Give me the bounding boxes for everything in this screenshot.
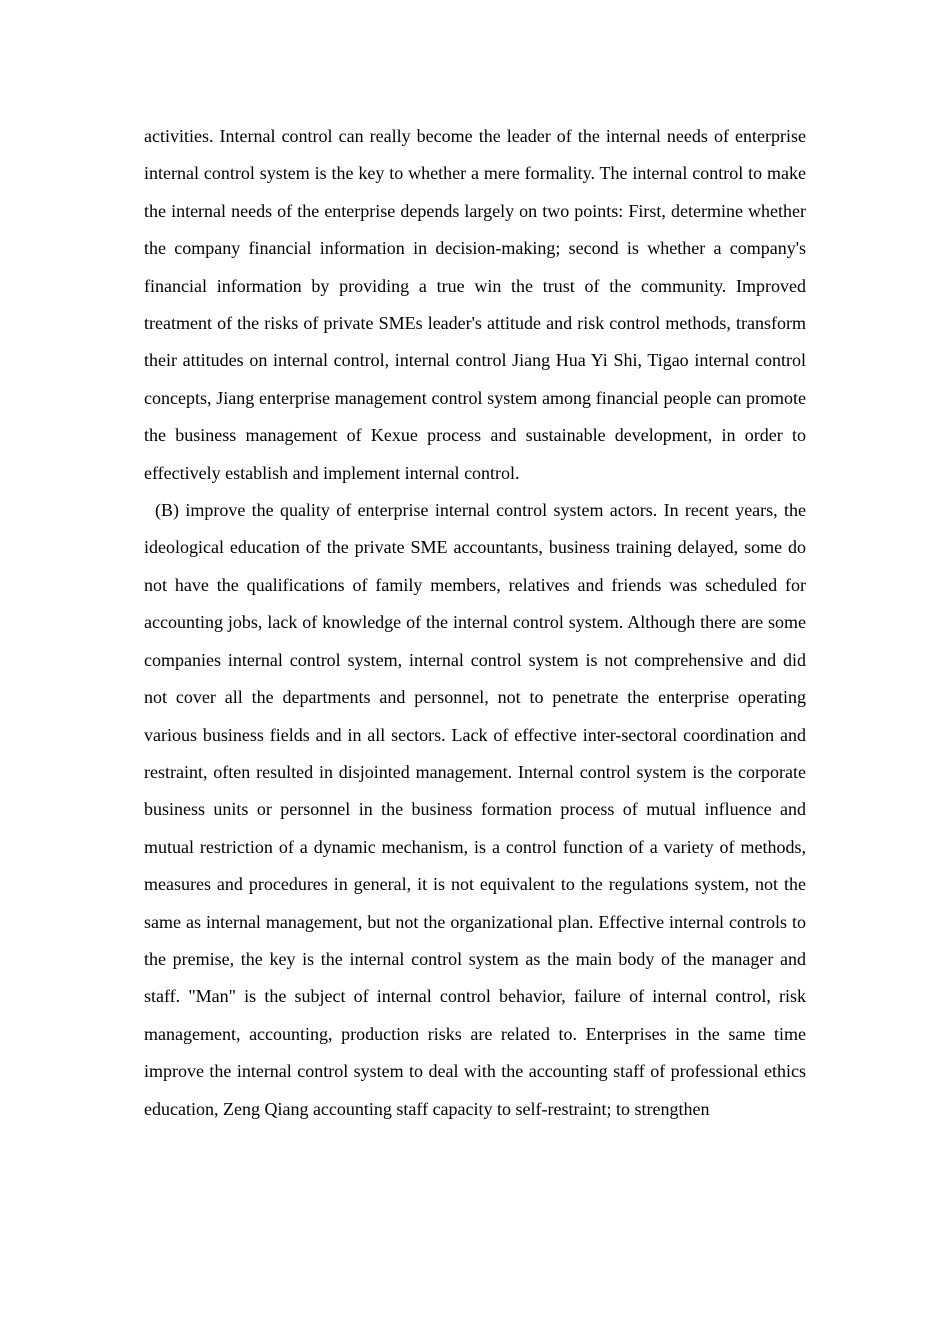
paragraph-section-b: (B) improve the quality of enterprise internal control system actors. In recent years, the ideological education of the private SME accountants, business training delayed, some do not have the qualifications of family members, relatives and friends was scheduled for accounting jobs, lack of knowledge of the internal control system. Although there are some companies internal control system, internal control system is not comprehensive and did not cover all the departments and personnel, not to penetrate the enterprise operating various business fields and in all sectors. Lack of effective inter-sectoral coordination and restraint, often resulted in disjointed management. Internal control system is the corporate business units or personnel in the business formation process of mutual influence and mutual restriction of a dynamic mechanism, is a control function of a variety of methods, measures and procedures in general, it is not equivalent to the regulations system, not the same as internal management, but not the organizational plan. Effective internal controls to the premise, the key is the internal control system as the main body of the manager and staff. "Man" is the subject of internal control behavior, failure of internal control, risk management, accounting, production risks are related to. Enterprises in the same time improve the internal control system to deal with the accounting staff of professional ethics education, Zeng Qiang accounting staff capacity to self-restraint; to strengthen	[144, 500, 806, 1119]
document-page	[144, 118, 806, 1128]
paragraph-continued: activities. Internal control can really become the leader of the internal needs of enterprise internal control system is the key to whether a mere formality. The internal control to make the internal needs of the enterprise depends largely on two points: First, determine whether the company financial information in decision-making; second is whether a company's financial information by providing a true win the trust of the community. Improved treatment of the risks of private SMEs leader's attitude and risk control methods, transform their attitudes on internal control, internal control Jiang Hua Yi Shi, Tigao internal control concepts, Jiang enterprise management control system among financial people can promote the business management of Kexue process and sustainable development, in order to effectively establish and implement internal control.	[144, 126, 806, 483]
